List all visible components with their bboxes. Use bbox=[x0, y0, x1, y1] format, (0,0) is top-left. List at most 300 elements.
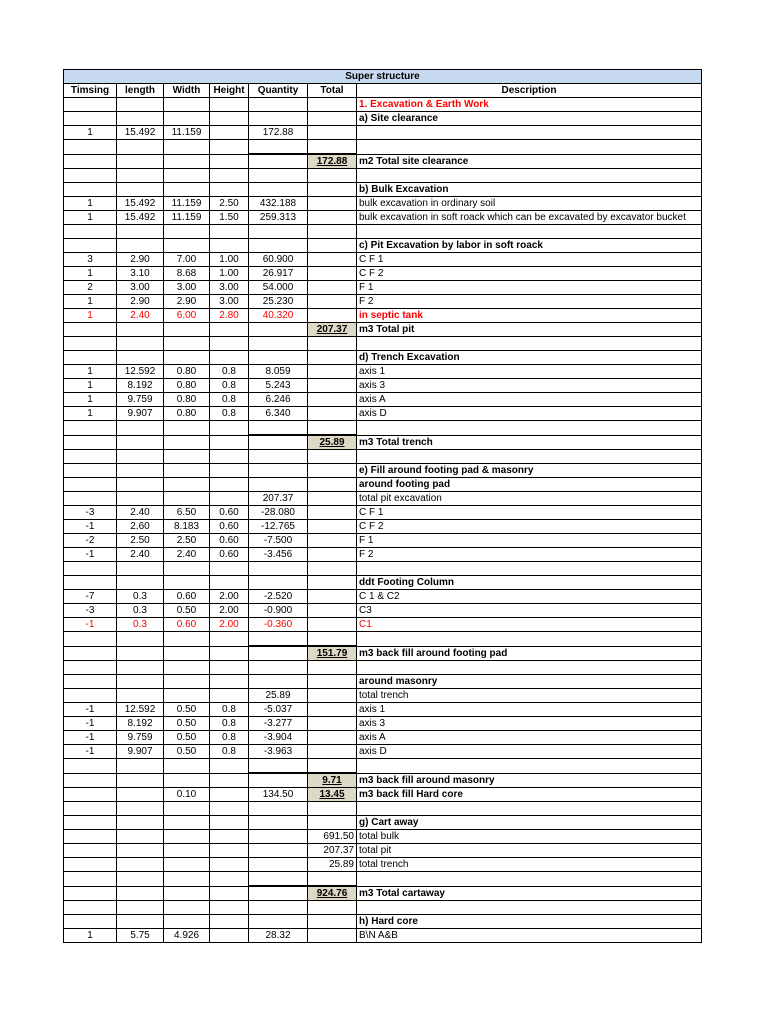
width-cell: 0.50 bbox=[164, 717, 210, 731]
length-cell: 12.592 bbox=[117, 365, 164, 379]
total-cell bbox=[308, 393, 357, 407]
table-row bbox=[64, 929, 702, 943]
description-cell: axis 1 bbox=[357, 365, 702, 379]
height-cell bbox=[210, 464, 249, 478]
quantity-cell: 60.900 bbox=[249, 253, 308, 267]
height-cell bbox=[210, 773, 249, 788]
table-row bbox=[64, 646, 702, 661]
height-cell: 1.00 bbox=[210, 267, 249, 281]
table-row bbox=[64, 548, 702, 562]
height-cell bbox=[210, 802, 249, 816]
description-cell bbox=[357, 901, 702, 915]
length-cell: 2.40 bbox=[117, 309, 164, 323]
description-cell: axis A bbox=[357, 731, 702, 745]
width-cell: 0.60 bbox=[164, 618, 210, 632]
total-cell bbox=[308, 379, 357, 393]
length-cell bbox=[117, 239, 164, 253]
height-cell bbox=[210, 478, 249, 492]
height-cell: 0.8 bbox=[210, 703, 249, 717]
width-cell: 0.80 bbox=[164, 365, 210, 379]
total-cell bbox=[308, 140, 357, 155]
description-cell: C F 2 bbox=[357, 520, 702, 534]
description-cell: h) Hard core bbox=[357, 915, 702, 929]
timsing-cell bbox=[64, 675, 117, 689]
total-cell: 207.37 bbox=[308, 323, 357, 337]
quantity-cell bbox=[249, 886, 308, 901]
table-row bbox=[64, 239, 702, 253]
total-cell: 151.79 bbox=[308, 646, 357, 661]
quantity-cell bbox=[249, 802, 308, 816]
height-cell: 0.8 bbox=[210, 717, 249, 731]
total-cell: 13.45 bbox=[308, 788, 357, 802]
height-cell: 2.00 bbox=[210, 604, 249, 618]
width-cell bbox=[164, 154, 210, 169]
description-cell: g) Cart away bbox=[357, 816, 702, 830]
height-cell bbox=[210, 929, 249, 943]
width-cell bbox=[164, 169, 210, 183]
quantity-cell: 54.000 bbox=[249, 281, 308, 295]
width-cell: 0.50 bbox=[164, 731, 210, 745]
description-cell: F 2 bbox=[357, 295, 702, 309]
quantity-cell: 40.320 bbox=[249, 309, 308, 323]
length-cell bbox=[117, 816, 164, 830]
description-cell bbox=[357, 872, 702, 887]
quantity-cell bbox=[249, 450, 308, 464]
length-cell: 8.192 bbox=[117, 379, 164, 393]
timsing-cell bbox=[64, 183, 117, 197]
table-row bbox=[64, 604, 702, 618]
table-row bbox=[64, 98, 702, 112]
length-cell bbox=[117, 450, 164, 464]
width-cell: 2.40 bbox=[164, 548, 210, 562]
table-row bbox=[64, 844, 702, 858]
length-cell: 9.759 bbox=[117, 731, 164, 745]
length-cell bbox=[117, 464, 164, 478]
height-cell: 0.8 bbox=[210, 379, 249, 393]
total-cell bbox=[308, 604, 357, 618]
length-cell bbox=[117, 844, 164, 858]
table-row bbox=[64, 590, 702, 604]
quantity-cell bbox=[249, 576, 308, 590]
quantity-cell bbox=[249, 759, 308, 774]
height-cell bbox=[210, 689, 249, 703]
description-cell: m3 Total trench bbox=[357, 435, 702, 450]
length-cell: 0.3 bbox=[117, 618, 164, 632]
timsing-cell: -1 bbox=[64, 703, 117, 717]
height-cell bbox=[210, 844, 249, 858]
table-row bbox=[64, 816, 702, 830]
total-cell bbox=[308, 915, 357, 929]
height-cell bbox=[210, 915, 249, 929]
description-cell: axis D bbox=[357, 407, 702, 421]
length-cell bbox=[117, 773, 164, 788]
quantity-cell bbox=[249, 562, 308, 576]
length-cell: 12.592 bbox=[117, 703, 164, 717]
width-cell: 6.00 bbox=[164, 309, 210, 323]
description-cell: ddt Footing Column bbox=[357, 576, 702, 590]
quantity-cell: -3.904 bbox=[249, 731, 308, 745]
length-cell bbox=[117, 154, 164, 169]
length-cell bbox=[117, 421, 164, 436]
table-row bbox=[64, 464, 702, 478]
length-cell bbox=[117, 632, 164, 647]
timsing-cell bbox=[64, 112, 117, 126]
height-cell bbox=[210, 183, 249, 197]
height-cell bbox=[210, 98, 249, 112]
total-cell bbox=[308, 590, 357, 604]
total-cell bbox=[308, 929, 357, 943]
description-cell: m3 back fill around footing pad bbox=[357, 646, 702, 661]
height-cell: 2.50 bbox=[210, 197, 249, 211]
header-width: Width bbox=[164, 84, 210, 98]
width-cell: 2.50 bbox=[164, 534, 210, 548]
header-height: Height bbox=[210, 84, 249, 98]
total-cell bbox=[308, 239, 357, 253]
description-cell: F 1 bbox=[357, 281, 702, 295]
timsing-cell: 1 bbox=[64, 379, 117, 393]
timsing-cell bbox=[64, 492, 117, 506]
quantity-cell: -28.080 bbox=[249, 506, 308, 520]
quantity-cell: 8.059 bbox=[249, 365, 308, 379]
total-cell bbox=[308, 506, 357, 520]
sheet-title-row bbox=[64, 70, 702, 84]
timsing-cell bbox=[64, 154, 117, 169]
description-cell: total trench bbox=[357, 858, 702, 872]
height-cell: 0.60 bbox=[210, 506, 249, 520]
total-cell bbox=[308, 365, 357, 379]
length-cell bbox=[117, 788, 164, 802]
table-row bbox=[64, 915, 702, 929]
length-cell bbox=[117, 435, 164, 450]
height-cell bbox=[210, 576, 249, 590]
table-row bbox=[64, 323, 702, 337]
timsing-cell: 1 bbox=[64, 309, 117, 323]
timsing-cell: -1 bbox=[64, 717, 117, 731]
total-cell bbox=[308, 731, 357, 745]
total-cell bbox=[308, 717, 357, 731]
quantity-cell bbox=[249, 773, 308, 788]
width-cell: 0.50 bbox=[164, 745, 210, 759]
height-cell: 2.00 bbox=[210, 590, 249, 604]
description-cell: m3 back fill around masonry bbox=[357, 773, 702, 788]
table-row bbox=[64, 858, 702, 872]
total-cell bbox=[308, 520, 357, 534]
quantity-cell: 26.917 bbox=[249, 267, 308, 281]
width-cell bbox=[164, 844, 210, 858]
quantity-cell: 28.32 bbox=[249, 929, 308, 943]
width-cell bbox=[164, 98, 210, 112]
length-cell: 15.492 bbox=[117, 126, 164, 140]
height-cell bbox=[210, 675, 249, 689]
table-row bbox=[64, 506, 702, 520]
total-cell bbox=[308, 872, 357, 887]
quantity-cell: 25.89 bbox=[249, 689, 308, 703]
table-row bbox=[64, 661, 702, 675]
timsing-cell bbox=[64, 844, 117, 858]
height-cell: 2.00 bbox=[210, 618, 249, 632]
height-cell bbox=[210, 562, 249, 576]
timsing-cell bbox=[64, 689, 117, 703]
timsing-cell: 1 bbox=[64, 126, 117, 140]
timsing-cell bbox=[64, 886, 117, 901]
timsing-cell: -3 bbox=[64, 506, 117, 520]
length-cell: 2.90 bbox=[117, 253, 164, 267]
height-cell bbox=[210, 435, 249, 450]
quantity-cell bbox=[249, 435, 308, 450]
description-cell bbox=[357, 802, 702, 816]
description-cell: axis 3 bbox=[357, 717, 702, 731]
description-cell: a) Site clearance bbox=[357, 112, 702, 126]
height-cell bbox=[210, 632, 249, 647]
description-cell bbox=[357, 169, 702, 183]
length-cell bbox=[117, 492, 164, 506]
timsing-cell bbox=[64, 576, 117, 590]
quantity-cell bbox=[249, 169, 308, 183]
width-cell: 3.00 bbox=[164, 281, 210, 295]
table-row bbox=[64, 295, 702, 309]
description-cell bbox=[357, 632, 702, 647]
total-cell bbox=[308, 492, 357, 506]
table-row bbox=[64, 745, 702, 759]
width-cell bbox=[164, 858, 210, 872]
timsing-cell: 1 bbox=[64, 393, 117, 407]
timsing-cell: 1 bbox=[64, 295, 117, 309]
timsing-cell: 1 bbox=[64, 365, 117, 379]
length-cell: 2.40 bbox=[117, 506, 164, 520]
quantity-cell: -5.037 bbox=[249, 703, 308, 717]
quantity-cell: 134.50 bbox=[249, 788, 308, 802]
timsing-cell bbox=[64, 169, 117, 183]
width-cell bbox=[164, 872, 210, 887]
quantity-cell: -0.900 bbox=[249, 604, 308, 618]
width-cell: 0.50 bbox=[164, 703, 210, 717]
height-cell: 0.8 bbox=[210, 731, 249, 745]
total-cell bbox=[308, 576, 357, 590]
total-cell: 9.71 bbox=[308, 773, 357, 788]
total-cell bbox=[308, 197, 357, 211]
table-row bbox=[64, 492, 702, 506]
length-cell bbox=[117, 351, 164, 365]
length-cell bbox=[117, 646, 164, 661]
height-cell: 0.8 bbox=[210, 393, 249, 407]
timsing-cell: 1 bbox=[64, 407, 117, 421]
total-cell: 691.50 bbox=[308, 830, 357, 844]
table-row bbox=[64, 253, 702, 267]
length-cell bbox=[117, 323, 164, 337]
timsing-cell: -1 bbox=[64, 548, 117, 562]
total-cell bbox=[308, 281, 357, 295]
height-cell bbox=[210, 421, 249, 436]
height-cell bbox=[210, 759, 249, 774]
header-total: Total bbox=[308, 84, 357, 98]
length-cell: 2.50 bbox=[117, 534, 164, 548]
height-cell bbox=[210, 154, 249, 169]
description-cell: C F 1 bbox=[357, 253, 702, 267]
height-cell bbox=[210, 169, 249, 183]
total-cell bbox=[308, 351, 357, 365]
total-cell bbox=[308, 618, 357, 632]
width-cell bbox=[164, 562, 210, 576]
quantity-cell: -12.765 bbox=[249, 520, 308, 534]
total-cell bbox=[308, 703, 357, 717]
description-cell bbox=[357, 421, 702, 436]
timsing-cell: -2 bbox=[64, 534, 117, 548]
table-row bbox=[64, 365, 702, 379]
description-cell: C 1 & C2 bbox=[357, 590, 702, 604]
width-cell: 0.50 bbox=[164, 604, 210, 618]
total-cell bbox=[308, 169, 357, 183]
quantity-cell: 6.340 bbox=[249, 407, 308, 421]
width-cell bbox=[164, 915, 210, 929]
length-cell: 15.492 bbox=[117, 197, 164, 211]
timsing-cell bbox=[64, 632, 117, 647]
table-row bbox=[64, 478, 702, 492]
length-cell: 0.3 bbox=[117, 590, 164, 604]
quantity-cell bbox=[249, 844, 308, 858]
quantity-cell bbox=[249, 225, 308, 239]
length-cell: 0.3 bbox=[117, 604, 164, 618]
quantity-cell: 259.313 bbox=[249, 211, 308, 225]
height-cell: 2.80 bbox=[210, 309, 249, 323]
quantity-cell: 432.188 bbox=[249, 197, 308, 211]
quantity-cell: 172.88 bbox=[249, 126, 308, 140]
width-cell: 11.159 bbox=[164, 197, 210, 211]
height-cell: 0.8 bbox=[210, 745, 249, 759]
length-cell bbox=[117, 112, 164, 126]
timsing-cell: -1 bbox=[64, 618, 117, 632]
height-cell bbox=[210, 886, 249, 901]
height-cell bbox=[210, 830, 249, 844]
timsing-cell bbox=[64, 830, 117, 844]
width-cell: 0.80 bbox=[164, 407, 210, 421]
total-cell: 172.88 bbox=[308, 154, 357, 169]
description-cell: around masonry bbox=[357, 675, 702, 689]
length-cell bbox=[117, 759, 164, 774]
height-cell bbox=[210, 351, 249, 365]
header-description: Description bbox=[357, 84, 702, 98]
header-timsing: Timsing bbox=[64, 84, 117, 98]
width-cell bbox=[164, 464, 210, 478]
width-cell bbox=[164, 421, 210, 436]
length-cell bbox=[117, 183, 164, 197]
description-cell: B\N A&B bbox=[357, 929, 702, 943]
description-cell: total bulk bbox=[357, 830, 702, 844]
length-cell: 9.759 bbox=[117, 393, 164, 407]
length-cell bbox=[117, 576, 164, 590]
header-quantity: Quantity bbox=[249, 84, 308, 98]
width-cell bbox=[164, 140, 210, 155]
total-cell bbox=[308, 211, 357, 225]
table-row bbox=[64, 703, 702, 717]
header-length: length bbox=[117, 84, 164, 98]
width-cell bbox=[164, 183, 210, 197]
timsing-cell bbox=[64, 225, 117, 239]
length-cell bbox=[117, 858, 164, 872]
width-cell bbox=[164, 323, 210, 337]
height-cell bbox=[210, 858, 249, 872]
width-cell: 0.10 bbox=[164, 788, 210, 802]
length-cell bbox=[117, 562, 164, 576]
height-cell bbox=[210, 492, 249, 506]
length-cell bbox=[117, 915, 164, 929]
total-cell bbox=[308, 548, 357, 562]
width-cell bbox=[164, 351, 210, 365]
length-cell bbox=[117, 661, 164, 675]
table-row bbox=[64, 576, 702, 590]
total-cell bbox=[308, 478, 357, 492]
table-row bbox=[64, 872, 702, 887]
timsing-cell bbox=[64, 140, 117, 155]
quantity-cell bbox=[249, 830, 308, 844]
description-cell: bulk excavation in ordinary soil bbox=[357, 197, 702, 211]
description-cell bbox=[357, 337, 702, 351]
quantity-cell: -3.963 bbox=[249, 745, 308, 759]
total-cell bbox=[308, 901, 357, 915]
description-cell: axis 3 bbox=[357, 379, 702, 393]
table-row bbox=[64, 759, 702, 774]
quantity-cell: -7.500 bbox=[249, 534, 308, 548]
length-cell bbox=[117, 886, 164, 901]
total-cell bbox=[308, 632, 357, 647]
height-cell: 0.8 bbox=[210, 407, 249, 421]
quantity-cell bbox=[249, 183, 308, 197]
total-cell bbox=[308, 661, 357, 675]
total-cell bbox=[308, 745, 357, 759]
height-cell: 0.60 bbox=[210, 520, 249, 534]
width-cell: 11.159 bbox=[164, 126, 210, 140]
table-row bbox=[64, 886, 702, 901]
description-cell: m3 Total cartaway bbox=[357, 886, 702, 901]
table-row bbox=[64, 169, 702, 183]
timsing-cell bbox=[64, 816, 117, 830]
table-row bbox=[64, 225, 702, 239]
total-cell bbox=[308, 98, 357, 112]
width-cell: 8.68 bbox=[164, 267, 210, 281]
width-cell: 0.60 bbox=[164, 590, 210, 604]
table-row bbox=[64, 717, 702, 731]
total-cell: 207.37 bbox=[308, 844, 357, 858]
total-cell bbox=[308, 816, 357, 830]
width-cell bbox=[164, 901, 210, 915]
table-row bbox=[64, 435, 702, 450]
total-cell bbox=[308, 562, 357, 576]
table-row bbox=[64, 675, 702, 689]
quantity-sheet bbox=[63, 69, 702, 943]
quantity-cell: -2.520 bbox=[249, 590, 308, 604]
timsing-cell bbox=[64, 915, 117, 929]
quantity-cell bbox=[249, 632, 308, 647]
quantity-cell bbox=[249, 140, 308, 155]
timsing-cell bbox=[64, 802, 117, 816]
width-cell bbox=[164, 689, 210, 703]
total-cell: 25.89 bbox=[308, 435, 357, 450]
table-row bbox=[64, 183, 702, 197]
table-row bbox=[64, 618, 702, 632]
height-cell: 0.60 bbox=[210, 534, 249, 548]
description-cell bbox=[357, 562, 702, 576]
timsing-cell bbox=[64, 464, 117, 478]
width-cell bbox=[164, 802, 210, 816]
width-cell: 2.90 bbox=[164, 295, 210, 309]
description-cell: bulk excavation in soft roack which can be excavated by excavator bucket bbox=[357, 211, 702, 225]
description-cell: e) Fill around footing pad & masonry bbox=[357, 464, 702, 478]
timsing-cell bbox=[64, 337, 117, 351]
width-cell bbox=[164, 886, 210, 901]
quantity-cell bbox=[249, 675, 308, 689]
height-cell bbox=[210, 661, 249, 675]
total-cell bbox=[308, 421, 357, 436]
timsing-cell bbox=[64, 788, 117, 802]
